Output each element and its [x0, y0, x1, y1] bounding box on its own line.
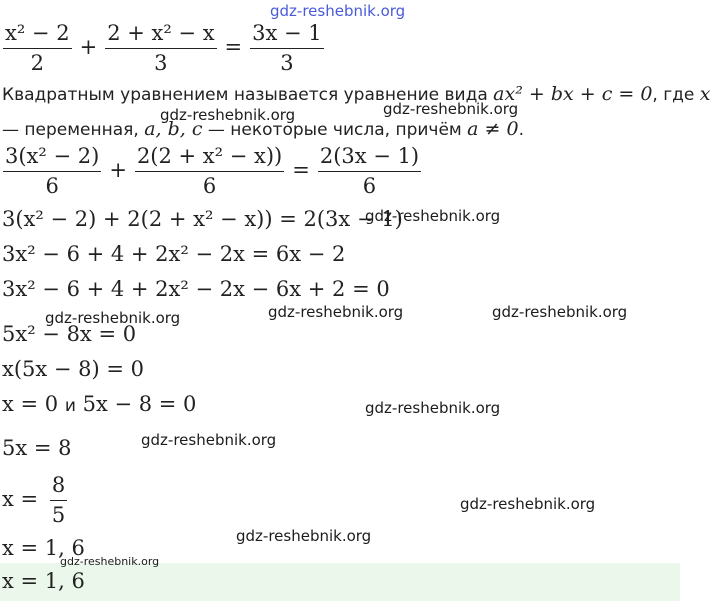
- step-6-left: x = 0: [2, 392, 59, 416]
- step-8-lhs: x =: [2, 487, 39, 512]
- step-5: x(5x − 8) = 0: [2, 357, 145, 381]
- fraction-result-denominator: 5: [51, 503, 66, 528]
- step-7: 5x = 8: [2, 436, 72, 460]
- definition-vars: a, b, c: [144, 118, 203, 140]
- definition-period: .: [518, 120, 524, 140]
- fraction-result: [49, 474, 68, 527]
- definition-line-1: [2, 83, 711, 105]
- fraction-6-denominator: 6: [362, 174, 377, 199]
- definition-text-2b: — некоторые числа, причём: [207, 120, 462, 140]
- plus-sign: +: [79, 35, 98, 60]
- equation-common-denominator: [2, 145, 422, 198]
- definition-math-1: ax² + bx + c = 0: [493, 83, 653, 105]
- definition-text-1a: Квадратным уравнением называется уравнение вида: [2, 85, 488, 105]
- fraction-2-numerator: 2 + x² − x: [105, 22, 216, 49]
- fraction-2: [104, 22, 217, 75]
- equation-original: [2, 22, 325, 75]
- answer-highlight: [0, 563, 680, 601]
- fraction-3: [249, 22, 325, 75]
- step-3: 3x² − 6 + 4 + 2x² − 2x − 6x + 2 = 0: [2, 277, 390, 301]
- definition-math-2: a ≠ 0: [467, 118, 519, 140]
- fraction-3-denominator: 3: [280, 51, 294, 76]
- watermark: gdz-reshebnik.org: [236, 527, 372, 545]
- fraction-5-denominator: 6: [202, 174, 217, 199]
- fraction-5: [134, 145, 285, 198]
- definition-text-1b: , где: [652, 85, 695, 105]
- definition-text-2a: — переменная,: [2, 120, 139, 140]
- watermark: gdz-reshebnik.org: [492, 303, 628, 321]
- fraction-4-numerator: 3(x² − 2): [3, 145, 101, 172]
- watermark-small: gdz-reshebnik.org: [60, 555, 160, 568]
- step-4: 5x² − 8x = 0: [2, 322, 137, 346]
- fraction-1: [2, 22, 73, 75]
- step-6-conjunction: и: [64, 396, 76, 416]
- fraction-5-numerator: 2(2 + x² − x)): [135, 145, 284, 172]
- watermark-top: gdz-reshebnik.org: [270, 2, 406, 20]
- fraction-4-denominator: 6: [45, 174, 59, 199]
- watermark: gdz-reshebnik.org: [268, 303, 404, 321]
- step-2: 3x² − 6 + 4 + 2x² − 2x = 6x − 2: [2, 242, 346, 266]
- fraction-4: [2, 145, 102, 198]
- final-answer: x = 1, 6: [2, 569, 85, 593]
- fraction-6-numerator: 2(3x − 1): [318, 145, 421, 172]
- watermark: gdz-reshebnik.org: [365, 399, 501, 417]
- watermark: gdz-reshebnik.org: [45, 309, 181, 327]
- fraction-1-denominator: 2: [30, 51, 44, 76]
- step-9: x = 1, 6: [2, 536, 85, 560]
- watermark: gdz-reshebnik.org: [160, 106, 296, 124]
- definition-var-x: x: [699, 83, 711, 105]
- watermark: gdz-reshebnik.org: [141, 431, 277, 449]
- step-6-right: 5x − 8 = 0: [82, 392, 197, 416]
- watermark: gdz-reshebnik.org: [365, 207, 501, 225]
- step-1: 3(x² − 2) + 2(2 + x² − x)) = 2(3x − 1): [2, 207, 403, 231]
- fraction-2-denominator: 3: [154, 51, 168, 76]
- equals-sign: =: [224, 35, 243, 60]
- fraction-1-numerator: x² − 2: [3, 22, 72, 49]
- equals-sign-2: =: [292, 158, 310, 183]
- fraction-3-numerator: 3x − 1: [250, 22, 324, 49]
- fraction-result-numerator: 8: [50, 474, 67, 501]
- fraction-6: [317, 145, 422, 198]
- step-6: [2, 392, 196, 416]
- watermark: gdz-reshebnik.org: [460, 495, 596, 513]
- step-8: [2, 474, 68, 527]
- watermark: gdz-reshebnik.org: [383, 100, 519, 118]
- plus-sign-2: +: [109, 158, 127, 183]
